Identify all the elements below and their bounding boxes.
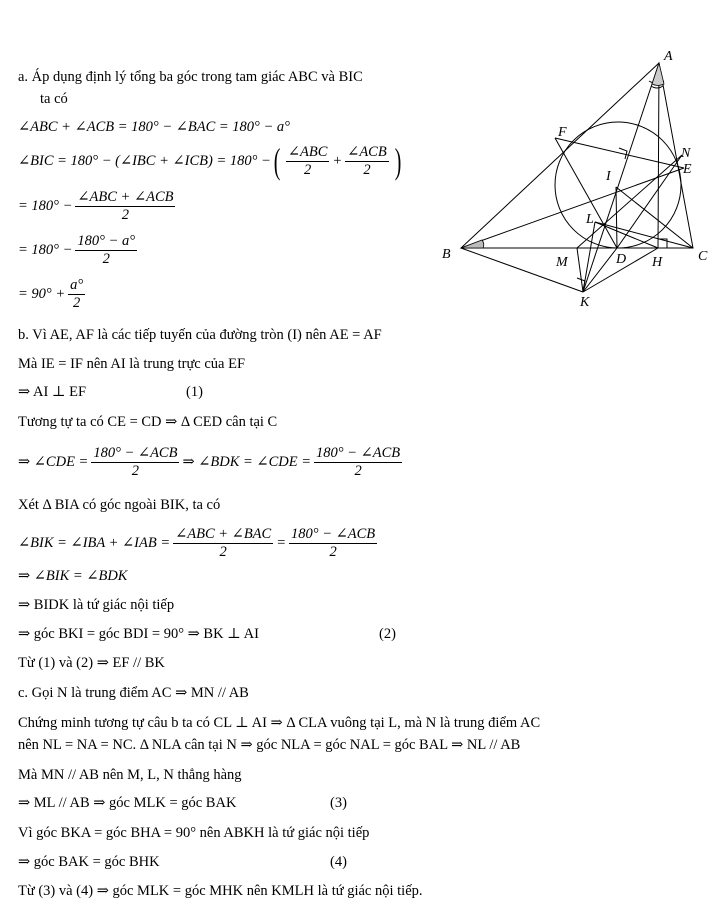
equation-left: = 180° − <box>18 197 73 214</box>
part-c-line-8: Từ (3) và (4) ⇒ góc MLK = góc MHK nên KMLH là tứ giác nội tiếp. <box>18 883 423 899</box>
fraction-numerator: ∠ABC + ∠BAC <box>175 525 272 542</box>
equals-sign: = <box>276 534 287 551</box>
fraction <box>286 144 330 179</box>
part-b-line-2: Mà IE = IF nên AI là trung trực của EF <box>18 356 246 372</box>
label-n: N <box>681 146 691 161</box>
angle-mark-a-fill <box>652 63 664 86</box>
fraction-numerator: a° <box>70 276 84 293</box>
equation-bic <box>18 141 404 181</box>
right-angle-mark-k <box>577 278 585 290</box>
part-c-line-3: nên NL = NA = NC. Δ NLA cân tại N ⇒ góc NLA = góc NAL = góc BAL ⇒ NL // AB <box>18 737 521 753</box>
part-c-line-1: c. Gọi N là trung điểm AC ⇒ MN // AB <box>18 685 249 701</box>
segment-km <box>577 248 583 292</box>
segment-dn <box>617 155 682 248</box>
part-b-line-4: Tương tự ta có CE = CD ⇒ Δ CED cân tại C <box>18 414 278 430</box>
open-paren: ( <box>273 141 281 181</box>
equation-bik <box>18 523 380 563</box>
equation-tag-4: (4) <box>330 854 347 870</box>
equation-angle-sum: ∠ABC + ∠ACB = 180° − ∠BAC = 180° − a° <box>18 119 290 135</box>
fraction-numerator: ∠ACB <box>347 143 387 160</box>
equation-left: ∠BIK = ∠IBA + ∠IAB = <box>18 534 171 551</box>
equation-left: = 90° + <box>18 285 66 302</box>
part-c-line-2: Chứng minh tương tự câu b ta có CL ⊥ AI ⇒ Δ CLA vuông tại L, mà N là trung điểm AC <box>18 715 541 731</box>
segment-be <box>461 168 684 248</box>
part-b-line-8: ⇒ góc BKI = góc BDI = 90° ⇒ BK ⊥ AI <box>18 626 259 642</box>
part-c-line-7: ⇒ góc BAK = góc BHK <box>18 854 160 870</box>
fraction-numerator: 180° − ∠ACB <box>93 444 178 461</box>
part-b-line-3: ⇒ AI ⊥ EF <box>18 384 87 400</box>
fraction <box>68 277 85 312</box>
fraction <box>289 526 377 561</box>
label-m: M <box>556 255 568 270</box>
geometry-figure <box>430 40 710 315</box>
segment-fd <box>555 138 617 248</box>
fraction <box>314 445 402 480</box>
label-h: H <box>652 255 663 270</box>
label-b: B <box>442 247 451 262</box>
label-k: K <box>580 295 590 310</box>
segment-lh <box>595 222 658 248</box>
fraction-denominator: 2 <box>354 462 362 479</box>
fraction-numerator: 180° − a° <box>77 232 136 249</box>
part-c-line-4: Mà MN // AB nên M, L, N thẳng hàng <box>18 767 242 783</box>
equation-step-5 <box>18 274 88 314</box>
segment-kd <box>583 248 617 292</box>
part-b-line-7: ⇒ BIDK là tứ giác nội tiếp <box>18 597 175 613</box>
fraction <box>345 144 389 179</box>
fraction-denominator: 2 <box>329 543 337 560</box>
fraction-denominator: 2 <box>73 294 81 311</box>
equation-bic-left: ∠BIC = 180° − (∠IBC + ∠ICB) = 180° − <box>18 152 271 169</box>
equation-middle: ⇒ ∠BDK = ∠CDE = <box>182 453 311 470</box>
fraction <box>75 189 175 224</box>
equation-tag-2: (2) <box>379 626 396 642</box>
equation-left: = 180° − <box>18 241 73 258</box>
part-b-line-6: ⇒ ∠BIK = ∠BDK <box>18 568 128 584</box>
fraction <box>173 526 273 561</box>
fraction-numerator: 180° − ∠ACB <box>316 444 401 461</box>
segment-id <box>616 187 617 248</box>
part-b-line-9: Từ (1) và (2) ⇒ EF // BK <box>18 655 165 671</box>
part-b-line-1: b. Vì AE, AF là các tiếp tuyến của đường tròn (I) nên AE = AF <box>18 327 382 343</box>
close-paren: ) <box>394 141 402 181</box>
equation-tag-1: (1) <box>186 384 203 400</box>
angle-mark-a <box>651 86 663 88</box>
label-d: D <box>616 252 627 267</box>
fraction-denominator: 2 <box>363 161 371 178</box>
fraction <box>91 445 179 480</box>
label-a: A <box>664 49 673 64</box>
fraction-denominator: 2 <box>131 462 140 479</box>
fraction-numerator: ∠ABC + ∠ACB <box>77 188 174 205</box>
fraction-denominator: 2 <box>102 250 110 267</box>
equation-step-3 <box>18 186 178 226</box>
fraction <box>75 233 137 268</box>
plus-sign: + <box>332 152 343 169</box>
equation-tag-3: (3) <box>330 795 347 811</box>
segment-ic <box>616 187 693 248</box>
part-b-line-5: Xét Δ BIA có góc ngoài BIK, ta có <box>18 497 221 513</box>
label-l: L <box>586 212 594 227</box>
angle-mark-b <box>461 240 484 248</box>
label-i: I <box>606 169 611 184</box>
label-f: F <box>558 125 567 140</box>
part-a-heading: a. Áp dụng định lý tổng ba góc trong tam giác ABC và BIC <box>18 69 363 85</box>
equation-left: ⇒ ∠CDE = <box>18 453 89 470</box>
fraction-denominator: 2 <box>121 206 130 223</box>
part-c-line-6: Vì góc BKA = góc BHA = 90° nên ABKH là tứ giác nội tiếp <box>18 825 370 841</box>
fraction-numerator: 180° − ∠ACB <box>291 525 376 542</box>
fraction-numerator: ∠ABC <box>287 143 328 160</box>
equation-step-4 <box>18 230 140 270</box>
part-a-heading-cont: ta có <box>40 91 68 107</box>
part-c-line-5: ⇒ ML // AB ⇒ góc MLK = góc BAK <box>18 795 237 811</box>
fraction-denominator: 2 <box>303 161 312 178</box>
equation-cde <box>18 442 405 482</box>
fraction-denominator: 2 <box>219 543 227 560</box>
label-c: C <box>698 249 708 264</box>
label-e: E <box>683 162 692 177</box>
